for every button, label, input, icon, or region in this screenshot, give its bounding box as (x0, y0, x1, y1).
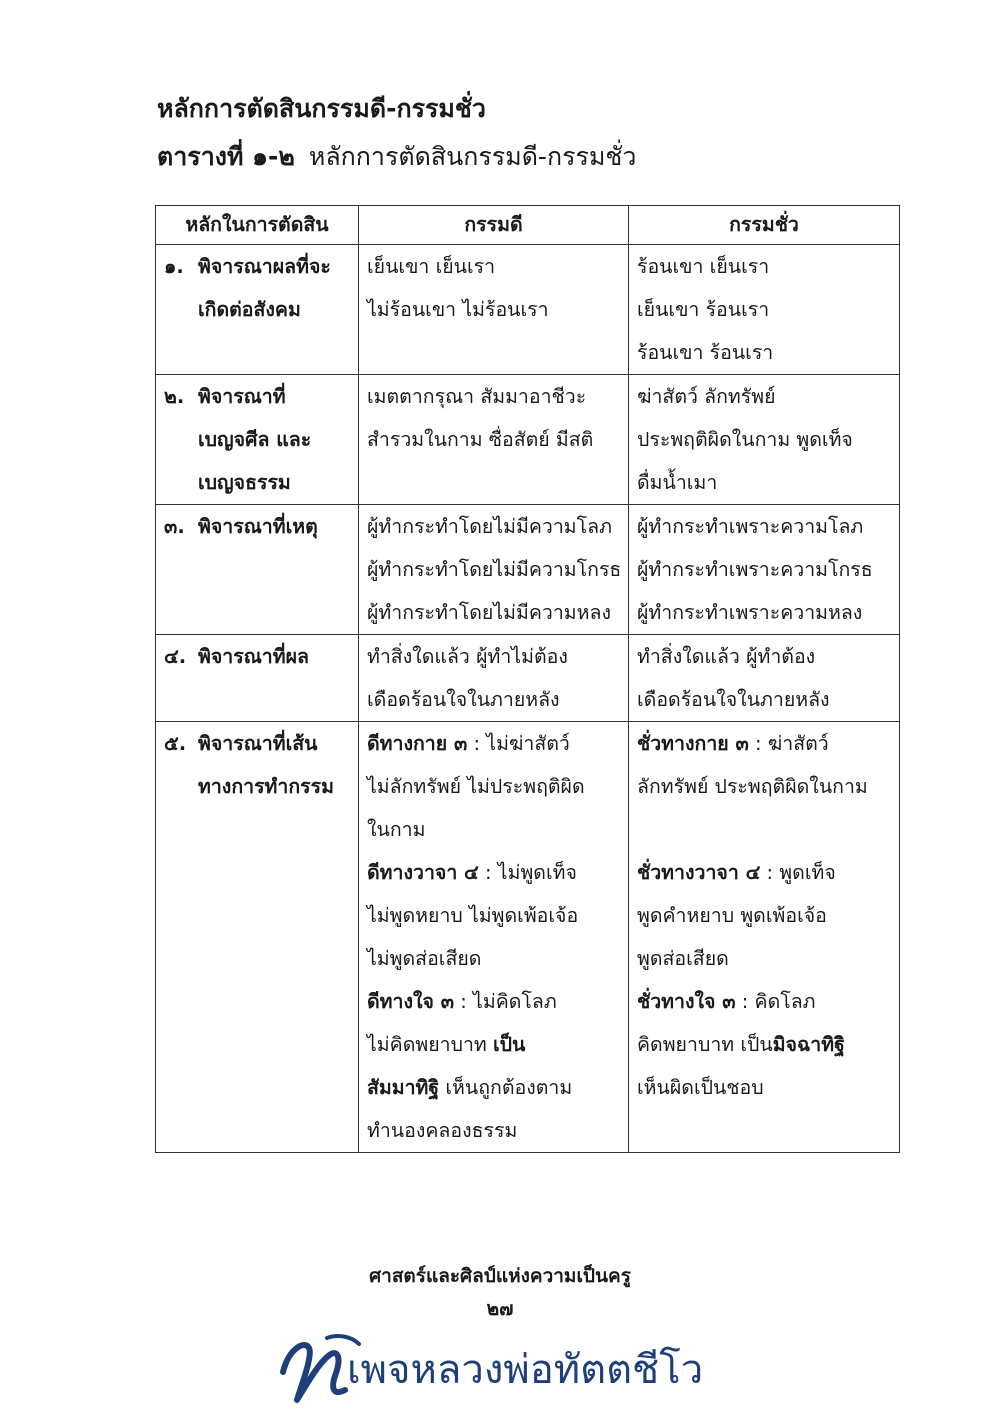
bad-speech-text: : พูดเท็จ (760, 861, 836, 884)
bad-line: ทำสิ่งใดแล้ว ผู้ทำต้อง (637, 645, 816, 668)
good-mind-l3-bold: สัมมาทิฐิ (367, 1076, 440, 1099)
good-karma-cell (359, 635, 629, 722)
good-mind-label: ดีทางใจ ๓ (367, 990, 455, 1013)
judgment-table (155, 205, 900, 1153)
bad-line: ลักทรัพย์ ประพฤติผิดในกาม (637, 775, 868, 798)
bad-line: เย็นเขา ร้อนเรา (637, 298, 770, 321)
bad-mind-text: : คิดโลภ (735, 990, 816, 1013)
bad-line: พูดส่อเสียด (637, 947, 729, 970)
good-line: ในกาม (367, 818, 426, 841)
bad-karma-cell (629, 505, 900, 635)
bad-body-line (637, 722, 891, 765)
good-line: เดือดร้อนใจในภายหลัง (367, 688, 560, 711)
good-line: ทำนองคลองธรรม (367, 1119, 518, 1142)
row-number: ๒. (164, 385, 185, 408)
table-caption-number: ตารางที่ ๑-๒ (157, 142, 295, 171)
good-karma-cell (359, 245, 629, 375)
good-line: ไม่ลักทรัพย์ ไม่ประพฤติผิด (367, 775, 585, 798)
good-line: ไม่พูดส่อเสียด (367, 947, 482, 970)
criterion-cell (156, 722, 359, 1153)
bad-line (637, 1023, 891, 1066)
page-number: ๒๗ (486, 1298, 514, 1320)
good-line: สำรวมในกาม ซื่อสัตย์ มีสติ (367, 428, 594, 451)
bad-mind-l2-text: คิดพยาบาท เป็น (637, 1033, 773, 1056)
bad-body-label: ชั่วทางกาย ๓ (637, 732, 749, 755)
criterion-cell (156, 245, 359, 375)
bad-line: ประพฤติผิดในกาม พูดเท็จ (637, 428, 853, 451)
table-row (156, 635, 900, 722)
table-row (156, 245, 900, 375)
good-body-text: : ไม่ฆ่าสัตว์ (467, 732, 570, 755)
table-row (156, 505, 900, 635)
criterion-text: พิจารณาที่เหตุ (198, 515, 318, 538)
good-mind-l3-text: เห็นถูกต้องตาม (439, 1076, 573, 1099)
bad-speech-label: ชั่วทางวาจา ๔ (637, 861, 761, 884)
bad-line: ร้อนเขา ร้อนเรา (637, 341, 774, 364)
table-row (156, 722, 900, 1153)
good-mind-text: : ไม่คิดโลภ (454, 990, 557, 1013)
header-bad-karma: กรรมชั่ว (629, 206, 900, 245)
bad-line: พูดคำหยาบ พูดเพ้อเจ้อ (637, 904, 827, 927)
good-mind-l2-bold: เป็น (492, 1033, 526, 1056)
good-karma-cell (359, 375, 629, 505)
header-criterion: หลักในการตัดสิน (156, 206, 359, 245)
good-body-label: ดีทางกาย ๓ (367, 732, 468, 755)
row-number: ๔. (164, 645, 187, 668)
bad-mind-label: ชั่วทางใจ ๓ (637, 990, 736, 1013)
good-body-line (367, 722, 620, 765)
good-line: ทำสิ่งใดแล้ว ผู้ทำไม่ต้อง (367, 645, 568, 668)
bad-line: ร้อนเขา เย็นเรา (637, 255, 770, 278)
bad-line: เห็นผิดเป็นชอบ (637, 1076, 764, 1099)
footer-book-title: ศาสตร์และศิลป์แห่งความเป็นครู (369, 1265, 631, 1287)
good-line: ผู้ทำกระทำโดยไม่มีความโกรธ (367, 558, 622, 581)
criterion-text: พิจารณาผลที่จะเกิดต่อสังคม (198, 255, 331, 321)
table-header-row (156, 206, 900, 245)
bad-speech-line (637, 851, 891, 894)
good-karma-cell (359, 722, 629, 1153)
good-line: ผู้ทำกระทำโดยไม่มีความหลง (367, 601, 611, 624)
table-caption (157, 140, 636, 174)
bad-karma-cell (629, 375, 900, 505)
bad-line: ฆ่าสัตว์ ลักทรัพย์ (637, 385, 776, 408)
table-caption-text: หลักการตัดสินกรรมดี-กรรมชั่ว (308, 142, 637, 171)
bad-mind-line (637, 980, 891, 1023)
bad-karma-cell (629, 635, 900, 722)
row-number: ๑. (164, 255, 184, 278)
good-line: ไม่ร้อนเขา ไม่ร้อนเรา (367, 298, 549, 321)
bad-line: ผู้ทำกระทำเพราะความโลภ (637, 515, 864, 538)
good-line: ผู้ทำกระทำโดยไม่มีความโลภ (367, 515, 612, 538)
criterion-text: พิจารณาที่เส้นทางการทำกรรม (198, 732, 334, 798)
criterion-cell (156, 505, 359, 635)
good-mind-line (367, 980, 620, 1023)
good-line: เมตตากรุณา สัมมาอาชีวะ (367, 385, 587, 408)
bad-line: ผู้ทำกระทำเพราะความโกรธ (637, 558, 873, 581)
good-line (367, 1023, 620, 1066)
row-number: ๓. (164, 515, 185, 538)
table-row (156, 375, 900, 505)
good-speech-line (367, 851, 620, 894)
section-title: หลักการตัดสินกรรมดี-กรรมชั่ว (157, 94, 486, 123)
page-logo (275, 1330, 735, 1410)
bad-mind-l2-bold: มิจฉาทิฐิ (772, 1033, 845, 1056)
good-line: ไม่พูดหยาบ ไม่พูดเพ้อเจ้อ (367, 904, 579, 927)
blank-line (637, 808, 891, 851)
good-mind-l2-text: ไม่คิดพยาบาท (367, 1033, 493, 1056)
bad-line: ดื่มน้ำเมา (637, 471, 718, 494)
bad-karma-cell (629, 722, 900, 1153)
criterion-cell (156, 635, 359, 722)
good-speech-label: ดีทางวาจา ๔ (367, 861, 479, 884)
good-line: เย็นเขา เย็นเรา (367, 255, 496, 278)
bad-karma-cell (629, 245, 900, 375)
bad-body-text: : ฆ่าสัตว์ (748, 732, 829, 755)
good-karma-cell (359, 505, 629, 635)
bad-line: ผู้ทำกระทำเพราะความหลง (637, 601, 863, 624)
header-good-karma: กรรมดี (359, 206, 629, 245)
bad-line: เดือดร้อนใจในภายหลัง (637, 688, 830, 711)
criterion-cell (156, 375, 359, 505)
good-line (367, 1066, 620, 1109)
row-number: ๕. (164, 732, 187, 755)
good-speech-text: : ไม่พูดเท็จ (478, 861, 577, 884)
criterion-text: พิจารณาที่เบญจศีล และเบญจธรรม (198, 385, 312, 494)
logo-text: เพจหลวงพ่อทัตตชีโว (347, 1347, 704, 1393)
criterion-text: พิจารณาที่ผล (198, 645, 309, 668)
